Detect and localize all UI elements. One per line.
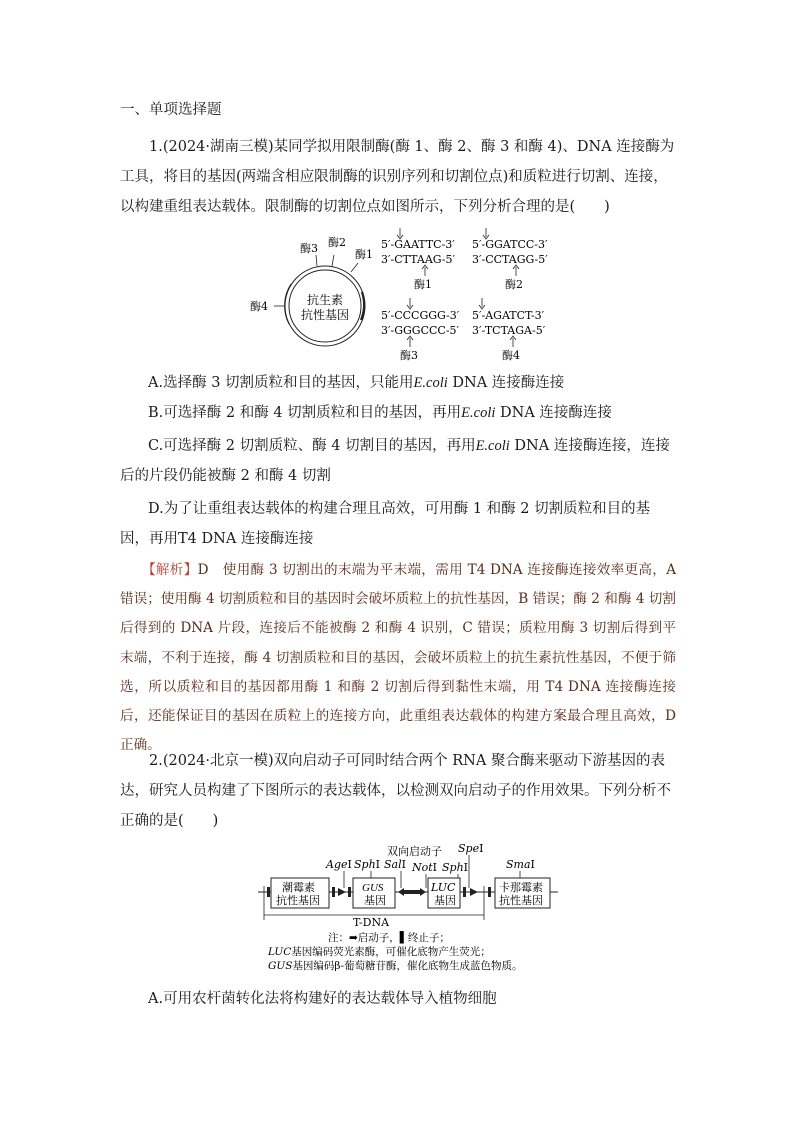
q1-option-b: B.可选择酶 2 和酶 4 切割质粒和目的基因，再用E.coli DNA 连接酶连接 — [148, 405, 612, 421]
site-bottom-seq: 3′-GGGCCC-5′ — [381, 324, 460, 337]
svg-text:卡那霉素: 卡那霉素 — [499, 881, 543, 894]
analysis-text: D 使用酶 3 切割出的末端为平末端，需用 T4 DNA 连接酶连接效率更高，A 错误；使用酶 4 切割质粒和目的基因时会破坏质粒上的抗性基因，B 错误；酶 2 和酶 4 切割后得到的 DNA 片段，连接后不能被酶 2 和酶 4 识别，C 错误；质粒用酶 3 切割后得到平末端，不利于连接，酶 4 切割质粒和目的基因，会破坏质粒上的抗生素抗性基因，不便于筛选，所以质粒和目的基因都用酶 1 和酶 2 切割后得到黏性末端，用 T4 DNA 连接酶连接后，还能保证目的基因在质粒上的连接方向，此重组表达载体的构建方案最合理且高效，D 正确。 — [120, 562, 677, 754]
site-enzyme-name: 酶3 — [400, 349, 418, 362]
svg-text:GUS基因编码β-葡萄糖苷酶，催化底物生成蓝色物质。: GUS基因编码β-葡萄糖苷酶，催化底物生成蓝色物质。 — [268, 960, 523, 972]
site-enzyme-name: 酶4 — [502, 349, 520, 362]
q2-stem: 2.(2024·北京一模)双向启动子可同时结合两个 RNA 聚合酶来驱动下游基因的表达，研究人员构建了下图所示的表达载体，以检测双向启动子的作用效果。下列分析不正确的是( ) — [120, 753, 671, 829]
q2-figure — [258, 838, 562, 976]
q1-option-a: A.选择酶 3 切割质粒和目的基因，只能用E.coli DNA 连接酶连接 — [148, 375, 565, 391]
q1-option-d: D.为了让重组表达载体的构建合理且高效，可用酶 1 和酶 2 切割质粒和目的基因，再用T4 DNA 连接酶连接 — [120, 501, 651, 547]
q1-stem: 1.(2024·湖南三模)某同学拟用限制酶(酶 1、酶 2、酶 3 和酶 4)、DNA 连接酶为工具，将目的基因(两端含相应限制酶的识别序列和切割位点)和质粒进行切割、连接，以构建重组表达载体。限制酶的切割位点如图所示，下列分析合理的是( ) — [120, 139, 675, 215]
q1-figure — [250, 228, 560, 362]
svg-text:SphⅠ: SphⅠ — [354, 858, 381, 871]
svg-text:双向启动子: 双向启动子 — [387, 845, 442, 858]
svg-text:基因: 基因 — [434, 894, 456, 907]
svg-text:LUC基因编码荧光素酶，可催化底物产生荧光；: LUC基因编码荧光素酶，可催化底物产生荧光； — [268, 946, 491, 958]
site-enzyme-3 — [381, 298, 460, 362]
svg-text:SmaⅠ: SmaⅠ — [506, 858, 535, 871]
figure-notes — [267, 931, 523, 972]
site-enzyme-4 — [472, 298, 546, 362]
svg-text:GUS: GUS — [362, 882, 384, 894]
section-title: 一、单项选择题 — [120, 102, 222, 118]
t-dna-label: T-DNA — [353, 916, 390, 929]
plasmid-enzyme-label: 酶4 — [250, 300, 268, 313]
site-bottom-seq: 3′-CTTAAG-5′ — [381, 253, 455, 266]
analysis-tag: 【解析】 — [142, 562, 198, 578]
plasmid-enzyme-label: 酶3 — [300, 242, 318, 255]
site-top-seq: 5′-CCCGGG-3′ — [381, 309, 460, 322]
site-top-seq: 5′-AGATCT-3′ — [472, 309, 545, 322]
site-bottom-seq: 3′-CCTAGG-5′ — [472, 253, 548, 266]
svg-text:抗性基因: 抗性基因 — [276, 894, 320, 907]
svg-text:注：➡启动子，▌终止子；: 注：➡启动子，▌终止子； — [328, 932, 450, 944]
plasmid-gene-label: 抗生素 — [307, 293, 344, 307]
svg-text:潮霉素: 潮霉素 — [282, 881, 315, 894]
site-bottom-seq: 3′-TCTAGA-5′ — [472, 324, 546, 337]
q1-option-c: C.可选择酶 2 切割质粒、酶 4 切割目的基因，再用E.coli DNA 连接酶连接，连接后的片段仍能被酶 2 和酶 4 切割 — [120, 438, 670, 484]
plasmid-diagram — [250, 235, 373, 346]
q1-analysis — [120, 556, 676, 760]
site-enzyme-2 — [472, 228, 548, 291]
svg-text:抗性基因: 抗性基因 — [499, 894, 543, 907]
site-top-seq: 5′-GAATTC-3′ — [381, 238, 455, 251]
plasmid-enzyme-label: 酶2 — [328, 236, 346, 249]
site-enzyme-1 — [381, 228, 456, 291]
svg-text:SalⅠ: SalⅠ — [384, 858, 406, 871]
t-dna-construct — [258, 842, 558, 929]
q2-option-a: A.可用农杆菌转化法将构建好的表达载体导入植物细胞 — [148, 991, 497, 1007]
svg-text:LUC: LUC — [431, 881, 456, 894]
site-enzyme-name: 酶2 — [505, 278, 523, 291]
site-top-seq: 5′-GGATCC-3′ — [472, 238, 548, 251]
svg-text:NotⅠ: NotⅠ — [412, 861, 438, 874]
svg-text:SphⅠ: SphⅠ — [442, 861, 469, 874]
svg-text:基因: 基因 — [364, 894, 386, 907]
plasmid-gene-label: 抗性基因 — [301, 308, 350, 322]
svg-text:AgeⅠ: AgeⅠ — [326, 858, 352, 871]
site-enzyme-name: 酶1 — [414, 278, 432, 291]
svg-text:SpeⅠ: SpeⅠ — [458, 842, 484, 855]
plasmid-enzyme-label: 酶1 — [355, 248, 373, 261]
